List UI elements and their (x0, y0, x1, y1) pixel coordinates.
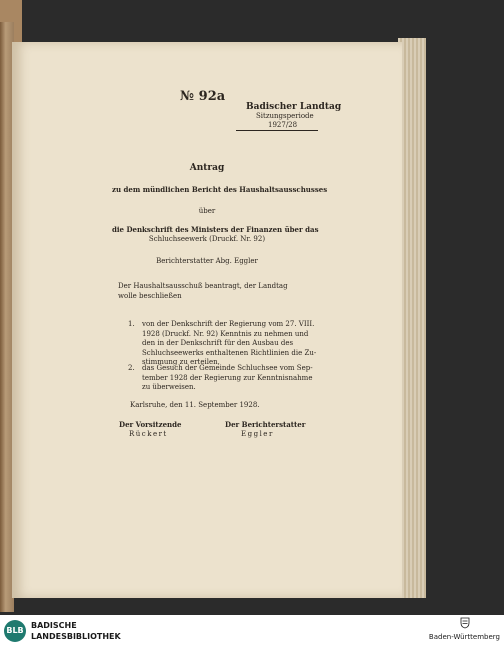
denkschrift-line-2: Schluchseewerk (Druckf. Nr. 92) (148, 235, 266, 243)
reporter-role: Der Berichterstatter (225, 420, 306, 429)
page-edge-stack (398, 38, 426, 598)
denkschrift-line-1: die Denkschrift des Ministers der Finanzen über das (112, 225, 319, 234)
coat-of-arms-icon (460, 617, 470, 629)
landtag-session: Sitzungsperiode (256, 112, 314, 120)
resolution-item-2 (128, 364, 313, 393)
header-rule (236, 130, 318, 131)
library-name-line-1: BADISCHE (31, 621, 77, 630)
reporter-line: Berichterstatter Abg. Eggler (156, 257, 258, 265)
item-number: 1. (128, 320, 135, 328)
item-line: das Gesuch der Gemeinde Schluchsee vom Sep- (142, 364, 313, 372)
item-line: den in der Denkschrift für den Ausbau des (142, 339, 294, 347)
date-line: Karlsruhe, den 11. September 1928. (130, 401, 260, 409)
item-line: tember 1928 der Regierung zur Kenntnisnahme (142, 373, 313, 382)
document-page (12, 42, 402, 598)
intro-paragraph (118, 282, 286, 301)
item-number: 2. (128, 364, 135, 372)
ueber-line: über (198, 207, 216, 215)
chairman-name: Rückert (129, 430, 168, 438)
landtag-name: Badischer Landtag (246, 102, 342, 112)
item-line: stimmung zu erteilen, (142, 358, 220, 366)
document-number: № 92a (180, 89, 226, 104)
library-name-line-2: LANDESBIBLIOTHEK (31, 632, 121, 641)
region-label: Baden-Württemberg (428, 633, 500, 641)
item-line: 1928 (Druckf. Nr. 92) Kenntnis zu nehmen und (142, 329, 309, 338)
item-line: zu überweisen. (142, 383, 196, 391)
document-title: Antrag (189, 163, 225, 173)
item-line: von der Denkschrift der Regierung vom 27. VIII. (142, 320, 315, 328)
landtag-years: 1927/28 (268, 121, 298, 129)
intro-line: wolle beschließen (118, 291, 182, 300)
item-line: Schluchseewerks enthaltenen Richtlinien die Zu- (142, 348, 317, 357)
blb-logo[interactable]: BLB (4, 620, 26, 642)
footer-bar (0, 615, 504, 646)
chairman-role: Der Vorsitzende (119, 420, 182, 429)
reporter-name: Eggler (241, 430, 274, 438)
document-subtitle: zu dem mündlichen Bericht des Haushaltsausschusses (112, 185, 328, 194)
intro-line: Der Haushaltsausschuß beantragt, der Landtag (118, 282, 288, 290)
